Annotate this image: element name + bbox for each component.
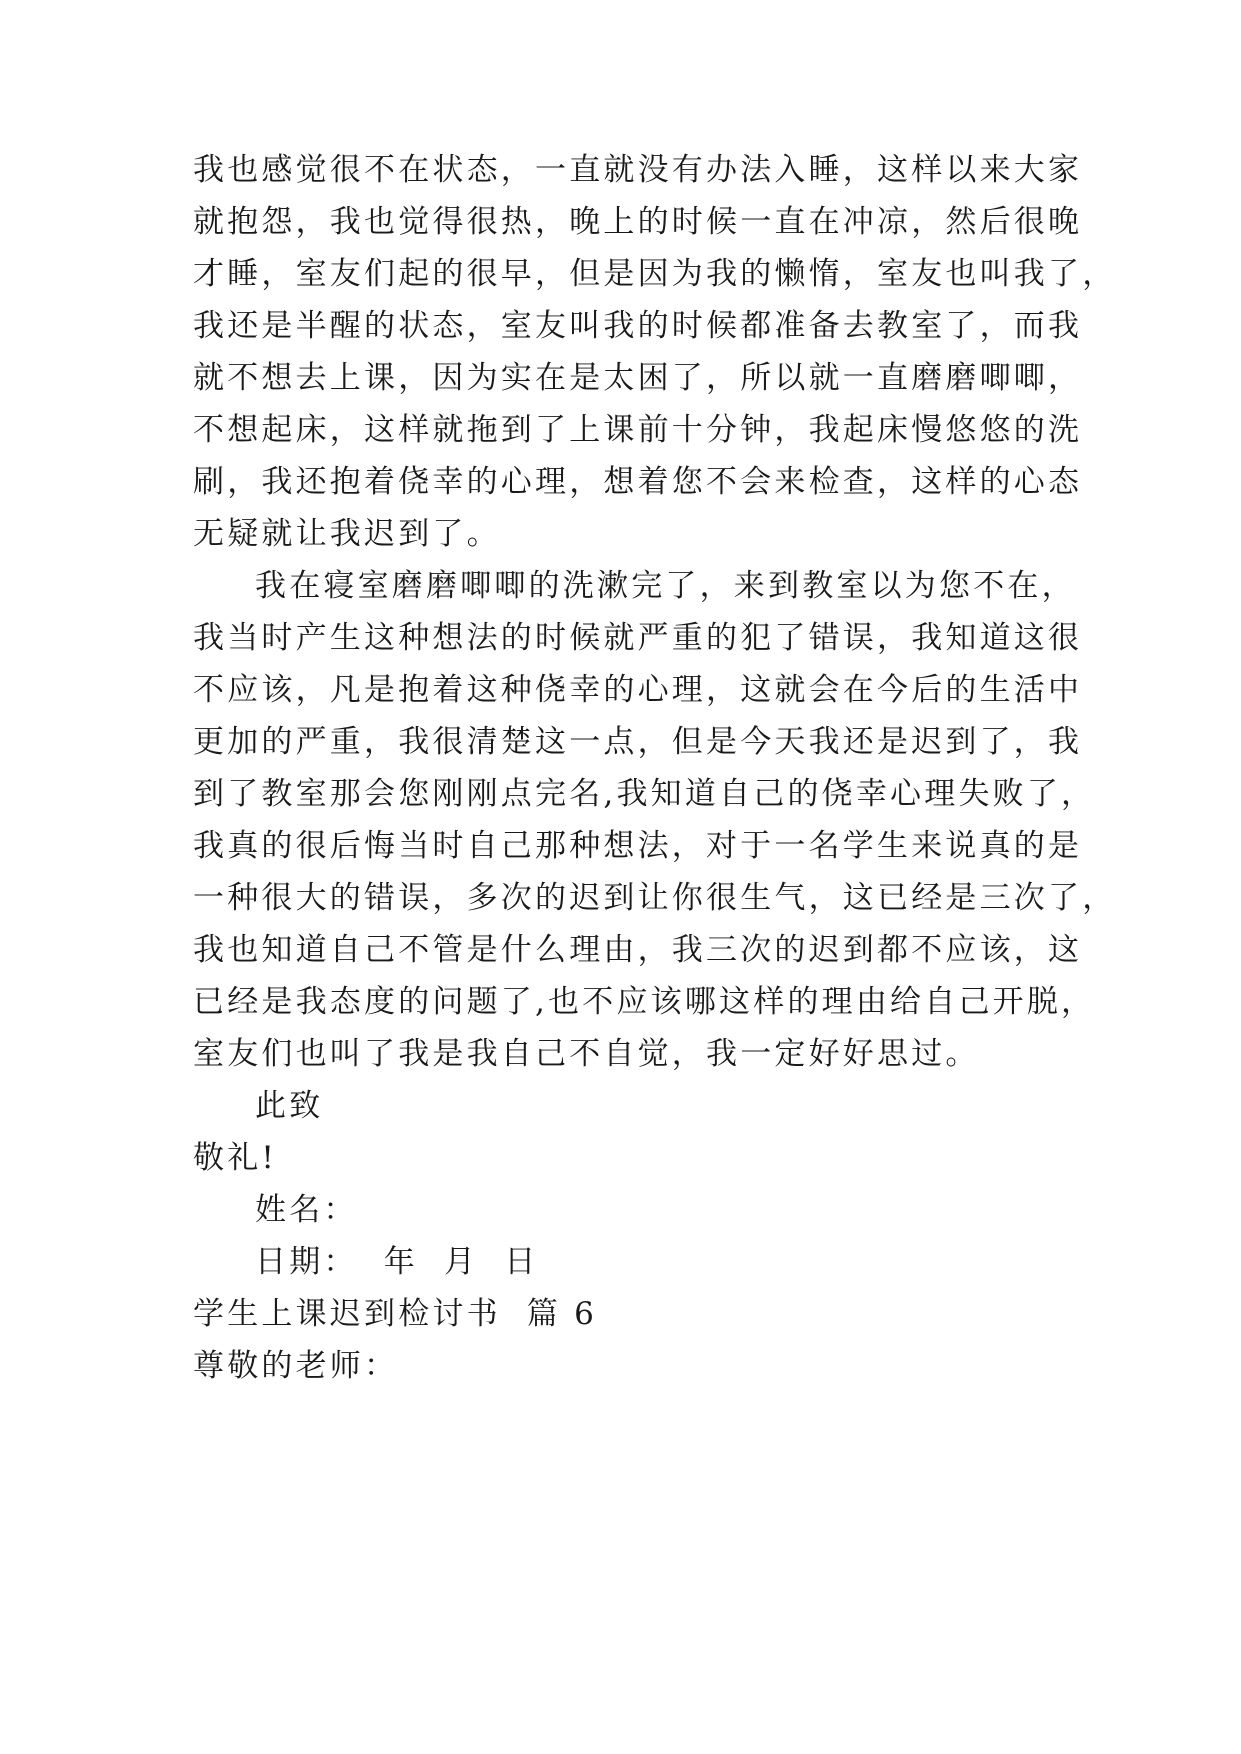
paragraph-line: 刷，我还抱着侥幸的心理，想着您不会来检查，这样的心态 [193, 464, 1083, 500]
paragraph-line: 室友们也叫了我是我自己不自觉，我一定好好思过。 [193, 1036, 980, 1072]
paragraph-line: 无疑就让我迟到了。 [193, 516, 501, 552]
paragraph-line: 已经是我态度的问题了,也不应该哪这样的理由给自己开脱， [193, 984, 1096, 1020]
letter-greeting: 尊敬的老师： [193, 1348, 399, 1384]
paragraph-line: 就抱怨，我也觉得很热，晚上的时候一直在冲凉，然后很晚 [193, 204, 1083, 240]
paragraph-line: 一种很大的错误，多次的迟到让你很生气，这已经是三次了， [193, 880, 1117, 916]
paragraph-line: 不应该，凡是抱着这种侥幸的心理，这就会在今后的生活中 [193, 672, 1083, 708]
name-label: 姓名： [255, 1192, 358, 1228]
paragraph-line: 不想起床，这样就拖到了上课前十分钟，我起床慢悠悠的洗 [193, 412, 1083, 448]
paragraph-line: 我也感觉很不在状态，一直就没有办法入睡，这样以来大家 [193, 152, 1083, 188]
closing-salutation: 此致 [255, 1088, 324, 1124]
paragraph-line: 我在寝室磨磨唧唧的洗漱完了，来到教室以为您不在， [255, 568, 1076, 604]
paragraph-line: 更加的严重，我很清楚这一点，但是今天我还是迟到了，我 [193, 724, 1083, 760]
paragraph-line: 才睡，室友们起的很早，但是因为我的懒惰，室友也叫我了， [193, 256, 1117, 292]
section-title: 学生上课迟到检讨书 篇 6 [193, 1296, 598, 1332]
paragraph-line: 我真的很后悔当时自己那种想法，对于一名学生来说真的是 [193, 828, 1083, 864]
paragraph-line: 我还是半醒的状态，室友叫我的时候都准备去教室了，而我 [193, 308, 1083, 344]
paragraph-line: 就不想去上课，因为实在是太困了，所以就一直磨磨唧唧， [193, 360, 1083, 396]
paragraph-line: 我当时产生这种想法的时候就严重的犯了错误，我知道这很 [193, 620, 1083, 656]
date-label: 日期： 年 月 日 [255, 1244, 539, 1280]
paragraph-line: 到了教室那会您刚刚点完名,我知道自己的侥幸心理失败了， [193, 776, 1096, 812]
paragraph-line: 我也知道自己不管是什么理由，我三次的迟到都不应该，这 [193, 932, 1083, 968]
closing-regards: 敬礼! [193, 1140, 278, 1176]
